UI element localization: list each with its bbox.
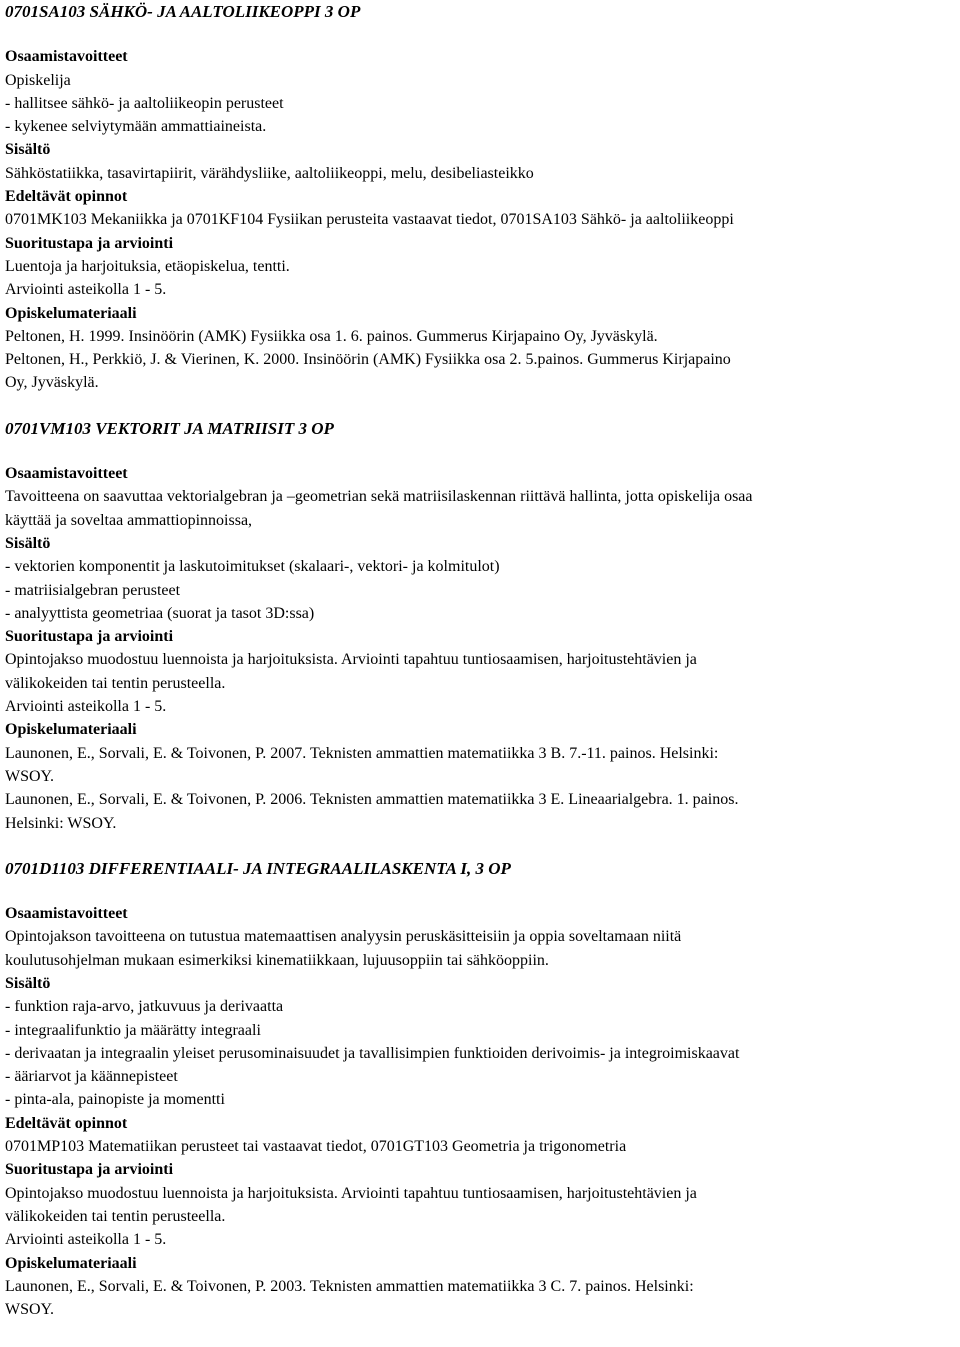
content-line: - integraalifunktio ja määrätty integraali [5, 1021, 261, 1039]
goals-line: Tavoitteena on saavuttaa vektorialgebran ja –geometrian sekä matriisilaskennan riittävä hallinta, jotta opiskelija osaa [5, 488, 753, 506]
method-line: Arviointi asteikolla 1 - 5. [5, 698, 167, 716]
course-title: 0701SA103 SÄHKÖ- JA AALTOLIIKEOPPI 3 OP [5, 2, 361, 21]
method-line: Opintojakso muodostuu luennoista ja harjoituksista. Arviointi tapahtuu tuntiosaamisen, harjoitustehtävien ja [5, 1184, 697, 1202]
method-line: Arviointi asteikolla 1 - 5. [5, 281, 167, 299]
material-heading: Opiskelumateriaali [5, 1254, 137, 1272]
content-heading: Sisältö [5, 534, 51, 552]
method-heading: Suoritustapa ja arviointi [5, 628, 174, 646]
material-heading: Opiskelumateriaali [5, 304, 137, 322]
goals-line: käyttää ja soveltaa ammattiopinnoissa, [5, 511, 253, 529]
content-line: - matriisialgebran perusteet [5, 581, 181, 599]
course-section-vm103 [5, 417, 955, 835]
goals-heading: Osaamistavoitteet [5, 465, 128, 483]
content-line: - funktion raja-arvo, jatkuvuus ja derivaatta [5, 998, 284, 1016]
method-line: Arviointi asteikolla 1 - 5. [5, 1231, 167, 1249]
document-page [5, 0, 955, 1321]
goals-line: Opintojakson tavoitteena on tutustua matemaattisen analyysin peruskäsitteisiin ja oppia soveltamaan niitä [5, 928, 682, 946]
course-title: 0701D1103 DIFFERENTIAALI- JA INTEGRAALILASKENTA I, 3 OP [5, 858, 511, 878]
goals-heading: Osaamistavoitteet [5, 48, 128, 66]
material-line: Launonen, E., Sorvali, E. & Toivonen, P. 2007. Teknisten ammattien matematiikka 3 B. 7.-11. painos. Helsinki: [5, 744, 719, 762]
content-line: - pinta-ala, painopiste ja momentti [5, 1091, 225, 1109]
course-section-sa103 [5, 0, 955, 395]
material-line: WSOY. [5, 767, 55, 785]
method-line: välikokeiden tai tentin perusteella. [5, 1207, 226, 1225]
prereq-line: 0701MP103 Matematiikan perusteet tai vastaavat tiedot, 0701GT103 Geometria ja trigonometria [5, 1138, 627, 1156]
content-heading: Sisältö [5, 974, 51, 992]
method-line: Opintojakso muodostuu luennoista ja harjoituksista. Arviointi tapahtuu tuntiosaamisen, harjoitustehtävien ja [5, 651, 697, 669]
goals-line: - kykenee selviytymään ammattiaineista. [5, 118, 267, 136]
material-line: Oy, Jyväskylä. [5, 374, 99, 392]
goals-line: - hallitsee sähkö- ja aaltoliikeopin perusteet [5, 94, 284, 112]
content-line: - vektorien komponentit ja laskutoimitukset (skalaari-, vektori- ja kolmitulot) [5, 558, 500, 576]
course-section-d1103 [5, 857, 955, 1322]
material-line: Peltonen, H., Perkkiö, J. & Vierinen, K. 2000. Insinöörin (AMK) Fysiikka osa 2. 5.painos. Gummerus Kirjapaino [5, 351, 731, 369]
material-heading: Opiskelumateriaali [5, 721, 137, 739]
material-line: Launonen, E., Sorvali, E. & Toivonen, P. 2003. Teknisten ammattien matematiikka 3 C. 7. painos. Helsinki: [5, 1277, 694, 1295]
course-title: 0701VM103 VEKTORIT JA MATRIISIT 3 OP [5, 418, 334, 438]
goals-line: Opiskelija [5, 71, 71, 89]
method-heading: Suoritustapa ja arviointi [5, 234, 174, 252]
prereq-line: 0701MK103 Mekaniikka ja 0701KF104 Fysiikan perusteita vastaavat tiedot, 0701SA103 Sähkö- ja aaltoliikeoppi [5, 211, 734, 229]
prereq-heading: Edeltävät opinnot [5, 188, 128, 206]
material-line: Peltonen, H. 1999. Insinöörin (AMK) Fysiikka osa 1. 6. painos. Gummerus Kirjapaino Oy, Jyväskylä. [5, 327, 658, 345]
method-line: Luentoja ja harjoituksia, etäopiskelua, tentti. [5, 257, 290, 275]
content-line: - derivaatan ja integraalin yleiset perusominaisuudet ja tavallisimpien funktioiden derivoimis- ja integroimiskaavat [5, 1044, 740, 1062]
content-heading: Sisältö [5, 141, 51, 159]
prereq-heading: Edeltävät opinnot [5, 1114, 128, 1132]
material-line: Launonen, E., Sorvali, E. & Toivonen, P. 2006. Teknisten ammattien matematiikka 3 E. Lineaarialgebra. 1. painos. [5, 791, 739, 809]
goals-heading: Osaamistavoitteet [5, 905, 128, 923]
content-line: - analyyttista geometriaa (suorat ja tasot 3D:ssa) [5, 604, 315, 622]
material-line: Helsinki: WSOY. [5, 814, 117, 832]
material-line: WSOY. [5, 1301, 55, 1319]
goals-line: koulutusohjelman mukaan esimerkiksi kinematiikkaan, lujuusoppiin tai sähköoppiin. [5, 951, 549, 969]
method-heading: Suoritustapa ja arviointi [5, 1161, 174, 1179]
content-line: - ääriarvot ja käännepisteet [5, 1068, 178, 1086]
method-line: välikokeiden tai tentin perusteella. [5, 674, 226, 692]
content-line: Sähköstatiikka, tasavirtapiirit, värähdysliike, aaltoliikeoppi, melu, desibeliasteikko [5, 164, 534, 182]
